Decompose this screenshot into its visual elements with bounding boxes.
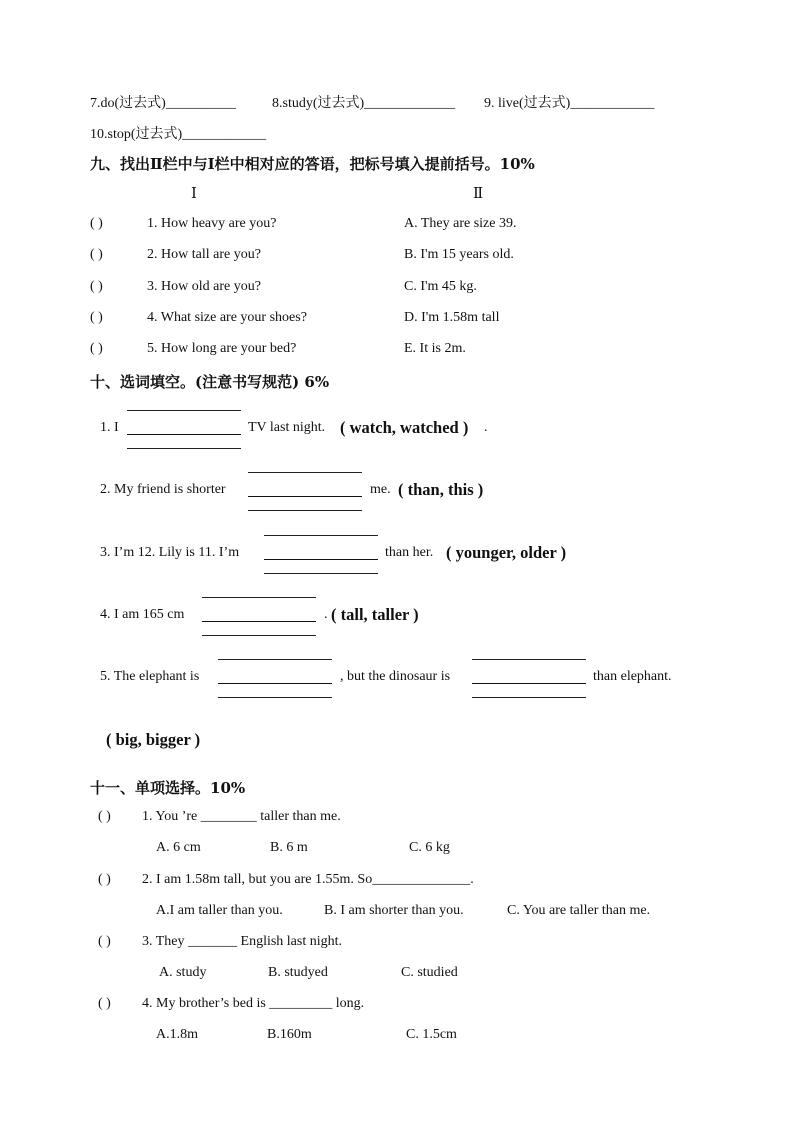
fill-question-1: 1. I bbox=[100, 420, 119, 435]
mc-question: 1. You ’re ________ taller than me. bbox=[142, 809, 341, 824]
writing-line bbox=[248, 472, 362, 473]
answer-paren[interactable]: ( ) bbox=[90, 279, 103, 294]
writing-line bbox=[264, 535, 378, 536]
q9-past-tense: 9. live(过去式)____________ bbox=[484, 96, 655, 111]
answer-paren[interactable]: ( ) bbox=[90, 341, 103, 356]
word-choice-4: ( tall, taller ) bbox=[331, 605, 419, 624]
q8-past-tense: 8.study(过去式)_____________ bbox=[272, 96, 456, 111]
q7-past-tense: 7.do(过去式)__________ bbox=[90, 96, 236, 111]
fill-question-1-rest: TV last night. bbox=[248, 420, 326, 435]
answer-paren[interactable]: ( ) bbox=[90, 216, 103, 231]
fill-question-1-end: . bbox=[484, 420, 488, 435]
word-choice-5: ( big, bigger ) bbox=[106, 730, 201, 749]
word-choice-3: ( younger, older ) bbox=[446, 543, 567, 562]
question-text: 1. How heavy are you? bbox=[147, 216, 277, 231]
answer-option: E. It is 2m. bbox=[404, 341, 466, 356]
writing-line bbox=[264, 573, 378, 574]
word-choice-2: ( than, this ) bbox=[398, 480, 484, 499]
fill-question-4-rest: . bbox=[324, 607, 328, 622]
writing-line[interactable] bbox=[127, 434, 241, 435]
answer-option: C. I'm 45 kg. bbox=[404, 279, 477, 294]
answer-option: A. They are size 39. bbox=[404, 216, 517, 231]
mc-option: B. studyed bbox=[268, 965, 328, 980]
mc-option: A. study bbox=[159, 965, 207, 980]
answer-option: D. I'm 1.58m tall bbox=[404, 310, 500, 325]
fill-question-4: 4. I am 165 cm bbox=[100, 607, 185, 622]
section-11-heading: 十一、单项选择。10% bbox=[90, 779, 246, 797]
mc-option: B. 6 m bbox=[270, 840, 308, 855]
fill-question-5-mid: , but the dinosaur is bbox=[340, 669, 451, 684]
column-1-label: Ⅰ bbox=[191, 186, 197, 202]
writing-line bbox=[202, 597, 316, 598]
mc-option: C. 6 kg bbox=[409, 840, 450, 855]
answer-paren[interactable]: ( ) bbox=[98, 809, 111, 824]
mc-option: C. studied bbox=[401, 965, 458, 980]
answer-paren[interactable]: ( ) bbox=[98, 872, 111, 887]
mc-option: C. 1.5cm bbox=[406, 1027, 457, 1042]
writing-line[interactable] bbox=[202, 621, 316, 622]
question-text: 5. How long are your bed? bbox=[147, 341, 297, 356]
question-text: 3. How old are you? bbox=[147, 279, 261, 294]
mc-option: B. I am shorter than you. bbox=[324, 903, 464, 918]
question-text: 2. How tall are you? bbox=[147, 247, 261, 262]
mc-option: B.160m bbox=[267, 1027, 312, 1042]
mc-option: A.1.8m bbox=[156, 1027, 198, 1042]
fill-question-3-rest: than her. bbox=[385, 545, 434, 560]
writing-line bbox=[218, 697, 332, 698]
mc-option: C. You are taller than me. bbox=[507, 903, 651, 918]
writing-line[interactable] bbox=[218, 683, 332, 684]
question-text: 4. What size are your shoes? bbox=[147, 310, 307, 325]
q10-past-tense: 10.stop(过去式)____________ bbox=[90, 127, 267, 142]
word-choice-1: ( watch, watched ) bbox=[340, 418, 469, 437]
mc-question: 4. My brother’s bed is _________ long. bbox=[142, 996, 365, 1011]
answer-paren[interactable]: ( ) bbox=[90, 247, 103, 262]
mc-option: A.I am taller than you. bbox=[156, 903, 283, 918]
mc-question: 2. I am 1.58m tall, but you are 1.55m. So______________. bbox=[142, 872, 474, 887]
mc-option: A. 6 cm bbox=[156, 840, 201, 855]
column-2-label: Ⅱ bbox=[473, 186, 484, 202]
fill-question-2: 2. My friend is shorter bbox=[100, 482, 226, 497]
writing-line[interactable] bbox=[472, 683, 586, 684]
fill-question-2-rest: me. bbox=[370, 482, 391, 497]
writing-line[interactable] bbox=[264, 559, 378, 560]
section-10-heading: 十、选词填空。(注意书写规范) 6% bbox=[90, 373, 330, 391]
writing-line bbox=[472, 659, 586, 660]
answer-option: B. I'm 15 years old. bbox=[404, 247, 514, 262]
mc-question: 3. They _______ English last night. bbox=[142, 934, 343, 949]
section-9-heading: 九、找出Ⅱ栏中与Ⅰ栏中相对应的答语，把标号填入提前括号。10% bbox=[90, 155, 535, 173]
writing-line bbox=[127, 448, 241, 449]
answer-paren[interactable]: ( ) bbox=[98, 934, 111, 949]
writing-line bbox=[248, 510, 362, 511]
answer-paren[interactable]: ( ) bbox=[98, 996, 111, 1011]
writing-line bbox=[127, 410, 241, 411]
writing-line[interactable] bbox=[248, 496, 362, 497]
answer-paren[interactable]: ( ) bbox=[90, 310, 103, 325]
writing-line bbox=[218, 659, 332, 660]
fill-question-5: 5. The elephant is bbox=[100, 669, 200, 684]
fill-question-3: 3. I’m 12. Lily is 11. I’m bbox=[100, 545, 240, 560]
fill-question-5-rest: than elephant. bbox=[593, 669, 672, 684]
writing-line bbox=[472, 697, 586, 698]
writing-line bbox=[202, 635, 316, 636]
